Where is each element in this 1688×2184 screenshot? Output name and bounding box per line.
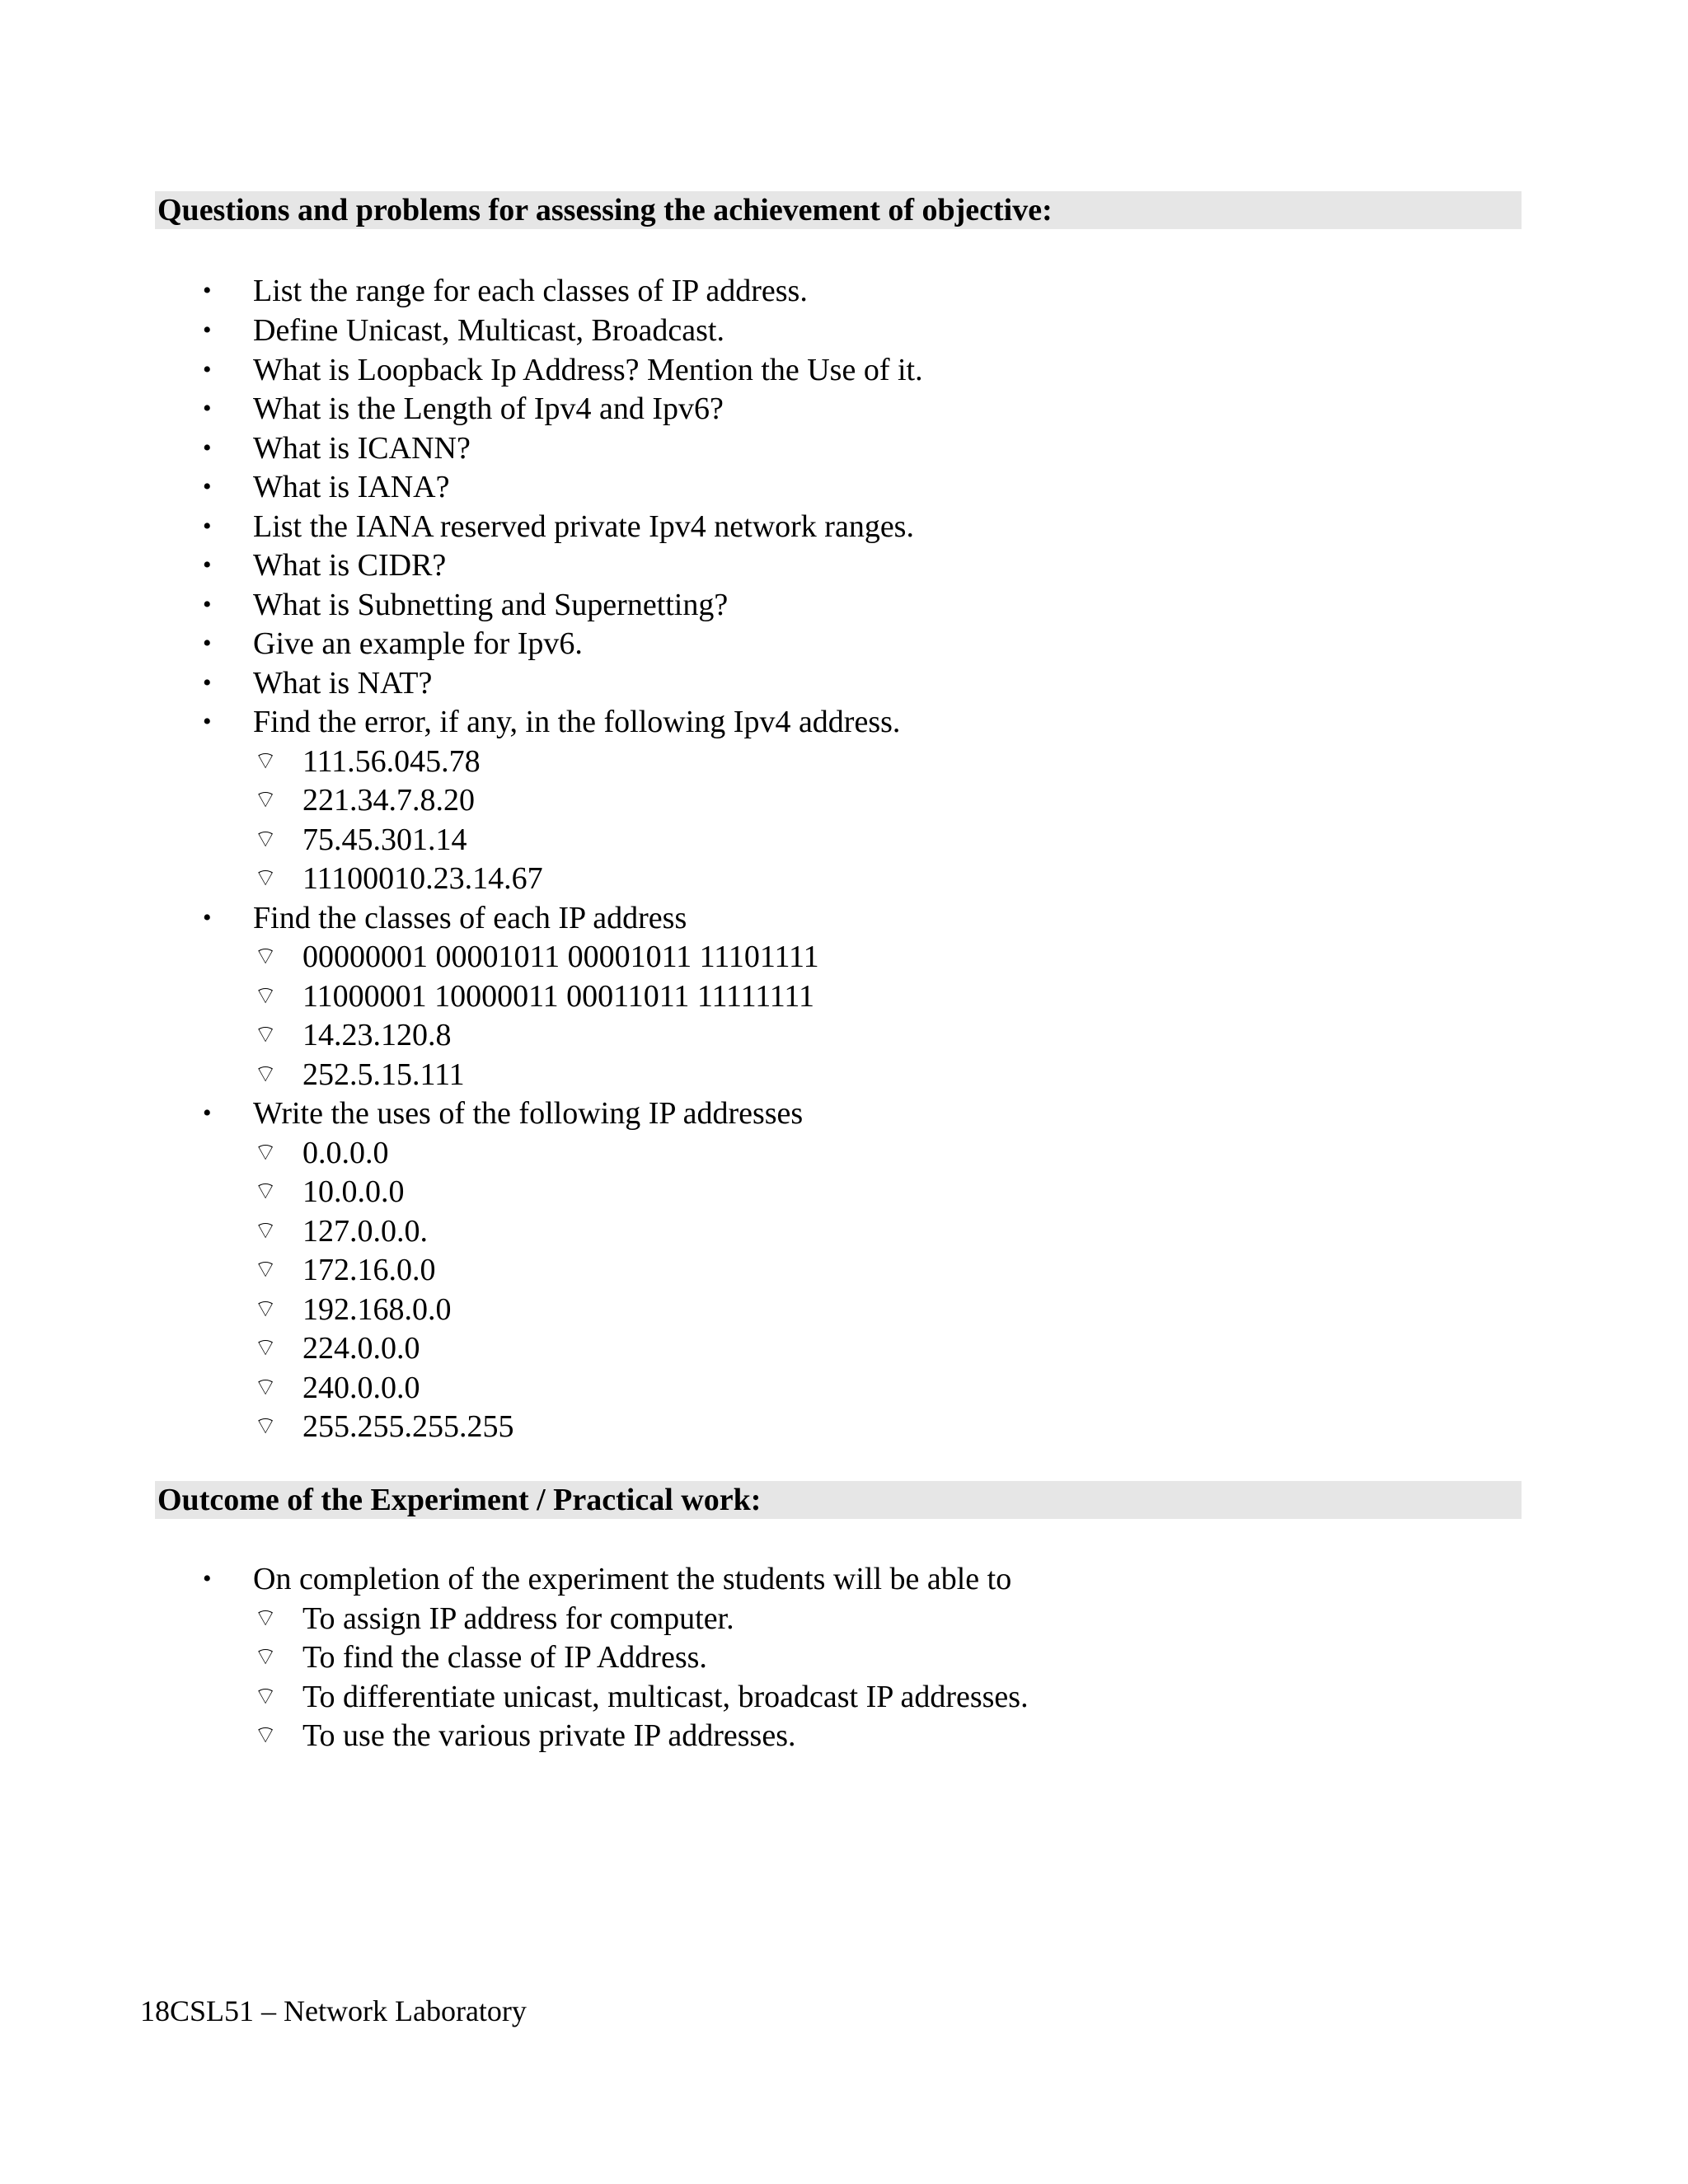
question-item-3: What is Loopback Ip Address? Mention the Use of it. bbox=[253, 353, 923, 387]
outcome-sub-item-1: To assign IP address for computer. bbox=[302, 1601, 734, 1636]
bullet-icon: • bbox=[203, 473, 212, 500]
sub-bullet-icon: ⌔ bbox=[254, 1020, 278, 1049]
bullet-icon: • bbox=[203, 1099, 212, 1127]
sub-bullet-icon: ⌔ bbox=[254, 825, 278, 854]
outcome-heading: Outcome of the Experiment / Practical work: bbox=[155, 1481, 1522, 1519]
question-item-6: What is IANA? bbox=[253, 470, 450, 504]
sub-bullet-icon: ⌔ bbox=[254, 1721, 278, 1750]
question-item-7: List the IANA reserved private Ipv4 network ranges. bbox=[253, 509, 914, 544]
bullet-icon: • bbox=[203, 356, 212, 383]
use-address-6: 224.0.0.0 bbox=[302, 1331, 420, 1366]
bullet-icon: • bbox=[203, 591, 212, 618]
bullet-icon: • bbox=[203, 395, 212, 422]
use-address-1: 0.0.0.0 bbox=[302, 1136, 389, 1170]
question-item-10: Give an example for Ipv6. bbox=[253, 626, 583, 661]
error-address-3: 75.45.301.14 bbox=[302, 823, 467, 857]
question-item-5: What is ICANN? bbox=[253, 431, 471, 466]
question-item-2: Define Unicast, Multicast, Broadcast. bbox=[253, 313, 724, 348]
question-item-11: What is NAT? bbox=[253, 666, 433, 701]
class-address-2: 11000001 10000011 00011011 11111111 bbox=[302, 979, 814, 1014]
sub-bullet-icon: ⌔ bbox=[254, 1412, 278, 1441]
sub-bullet-icon: ⌔ bbox=[254, 864, 278, 893]
class-address-3: 14.23.120.8 bbox=[302, 1018, 452, 1052]
sub-bullet-icon: ⌔ bbox=[254, 747, 278, 776]
outcome-sub-item-4: To use the various private IP addresses. bbox=[302, 1718, 796, 1753]
bullet-icon: • bbox=[203, 316, 212, 344]
sub-bullet-icon: ⌔ bbox=[254, 1333, 278, 1362]
sub-bullet-icon: ⌔ bbox=[254, 1177, 278, 1206]
bullet-icon: • bbox=[203, 551, 212, 579]
sub-bullet-icon: ⌔ bbox=[254, 785, 278, 814]
sub-bullet-icon: ⌔ bbox=[254, 982, 278, 1010]
use-address-8: 255.255.255.255 bbox=[302, 1409, 514, 1444]
use-address-7: 240.0.0.0 bbox=[302, 1371, 420, 1405]
bullet-icon: • bbox=[203, 277, 212, 304]
class-address-1: 00000001 00001011 00001011 11101111 bbox=[302, 940, 819, 974]
sub-bullet-icon: ⌔ bbox=[254, 1060, 278, 1089]
questions-heading: Questions and problems for assessing the achievement of objective: bbox=[155, 191, 1522, 229]
sub-bullet-icon: ⌔ bbox=[254, 1604, 278, 1633]
sub-bullet-icon: ⌔ bbox=[254, 942, 278, 971]
use-address-2: 10.0.0.0 bbox=[302, 1174, 405, 1209]
sub-bullet-icon: ⌔ bbox=[254, 1682, 278, 1711]
bullet-icon: • bbox=[203, 904, 212, 931]
outcome-sub-item-3: To differentiate unicast, multicast, broadcast IP addresses. bbox=[302, 1680, 1029, 1714]
error-address-1: 111.56.045.78 bbox=[302, 744, 481, 779]
bullet-icon: • bbox=[203, 513, 212, 540]
error-address-2: 221.34.7.8.20 bbox=[302, 783, 475, 818]
use-address-4: 172.16.0.0 bbox=[302, 1253, 436, 1287]
question-item-9: What is Subnetting and Supernetting? bbox=[253, 588, 729, 622]
question-item-12: Find the error, if any, in the following Ipv4 address. bbox=[253, 705, 901, 739]
sub-bullet-icon: ⌔ bbox=[254, 1643, 278, 1671]
question-item-1: List the range for each classes of IP address. bbox=[253, 274, 808, 308]
sub-bullet-icon: ⌔ bbox=[254, 1216, 278, 1245]
sub-bullet-icon: ⌔ bbox=[254, 1138, 278, 1167]
question-item-13: Find the classes of each IP address bbox=[253, 901, 687, 935]
class-address-4: 252.5.15.111 bbox=[302, 1057, 465, 1092]
question-item-14: Write the uses of the following IP addresses bbox=[253, 1096, 804, 1131]
bullet-icon: • bbox=[203, 708, 212, 735]
sub-bullet-icon: ⌔ bbox=[254, 1255, 278, 1284]
question-item-8: What is CIDR? bbox=[253, 548, 447, 583]
bullet-icon: • bbox=[203, 434, 212, 462]
error-address-4: 11100010.23.14.67 bbox=[302, 861, 543, 896]
question-item-4: What is the Length of Ipv4 and Ipv6? bbox=[253, 391, 724, 426]
sub-bullet-icon: ⌔ bbox=[254, 1295, 278, 1324]
outcome-item-1: On completion of the experiment the students will be able to bbox=[253, 1562, 1012, 1596]
use-address-3: 127.0.0.0. bbox=[302, 1214, 428, 1249]
outcome-sub-item-2: To find the classe of IP Address. bbox=[302, 1640, 707, 1675]
bullet-icon: • bbox=[203, 1565, 212, 1592]
bullet-icon: • bbox=[203, 669, 212, 696]
use-address-5: 192.168.0.0 bbox=[302, 1292, 452, 1327]
page-footer: 18CSL51 – Network Laboratory bbox=[140, 1994, 527, 2027]
sub-bullet-icon: ⌔ bbox=[254, 1373, 278, 1402]
bullet-icon: • bbox=[203, 630, 212, 657]
